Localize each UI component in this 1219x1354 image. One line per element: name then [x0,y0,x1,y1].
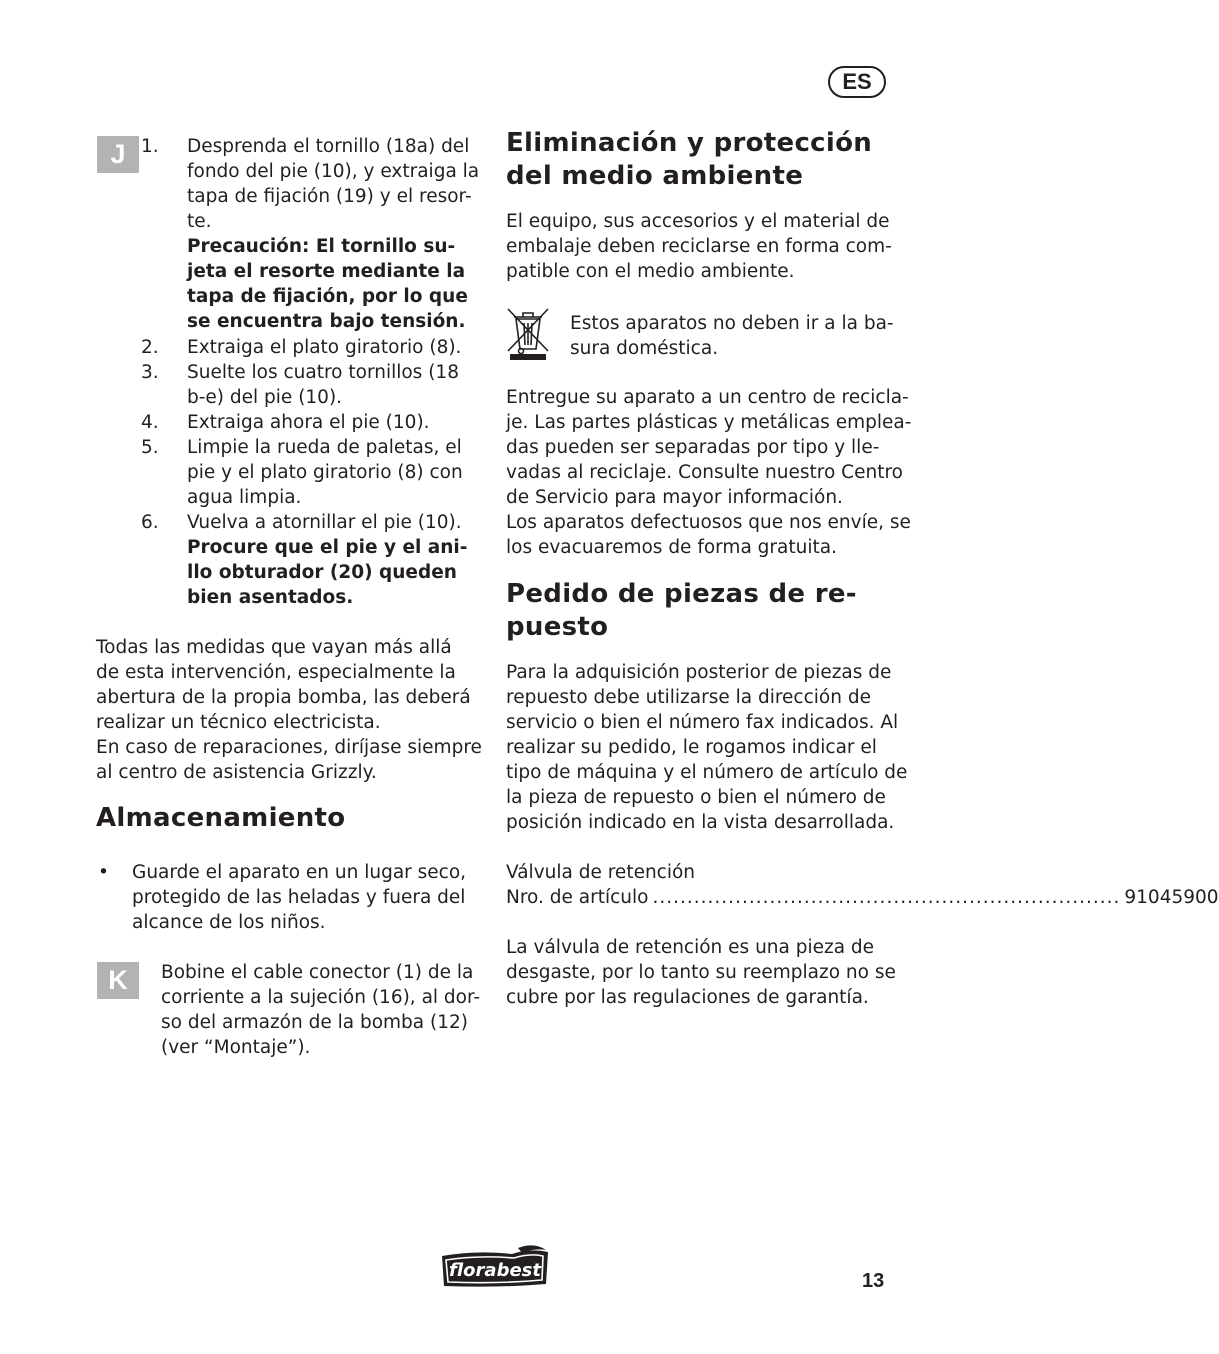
language-badge: ES [828,66,886,98]
logo-text: florabest [449,1260,541,1281]
wear-part-paragraph: La válvula de retención es una pieza de desgaste, por lo tanto su reemplazo no se cubre por las regulaciones de garantía. [506,937,896,1008]
spare-parts-paragraph: Para la adquisición posterior de piezas de repuesto debe utilizarse la dirección de servicio o bien el número fax indicados. Al realizar su pedido, le rogamos indicar el tipo de máquina y el número de artículo de la pieza de repuesto o bien el número de posición indicado en la vista desarrollada. [506,662,908,833]
step-number: 3. [141,362,159,383]
spare-parts-heading: Pedido de piezas de re- puesto [506,579,857,642]
step-text: Limpie la rueda de paletas, el pie y el plato giratorio (8) con agua limpia. [187,437,463,508]
step-marker-k: K [97,962,139,999]
bin-note: Estos aparatos no deben ir a la ba- sura doméstica. [570,313,894,359]
florabest-logo [438,1244,552,1290]
bullet-dot: • [98,862,109,883]
cable-storage-text: Bobine el cable conector (1) de la corriente a la sujeción (16), al dor- so del armazón de la bomba (12) (ver “Montaje”). [161,962,481,1058]
disposal-heading: Eliminación y protección del medio ambiente [506,128,873,191]
storage-bullet-text: Guarde el aparato en un lugar seco, protegido de las heladas y fuera del alcance de los niños. [132,862,467,933]
step-number: 6. [141,512,159,533]
repair-paragraph: Todas las medidas que vayan más allá de esta intervención, especialmente la abertura de la propia bomba, las deberá realizar un técnico electricista. En caso de reparaciones, diríjase siempre al centro de asistencia Grizzly. [96,637,482,783]
disposal-paragraph: El equipo, sus accesorios y el material de embalaje deben reciclarse en forma com- patible con el medio ambiente. [506,211,892,282]
step-number: 5. [141,437,159,458]
part-number-label: Nro. de artículo [506,887,649,908]
storage-heading: Almacenamiento [96,803,346,833]
step-warning: Precaución: El tornillo su- jeta el resorte mediante la tapa de fijación, por lo que se encuentra bajo tensión. [187,236,468,332]
part-number-value: 91045900 [1124,887,1219,908]
step-text: Desprenda el tornillo (18a) del fondo del pie (10), y extraiga la tapa de fijación (19) y el resor- te. [187,136,480,232]
step-number: 4. [141,412,159,433]
crossed-bin-icon [506,305,550,361]
step-text: Vuelva a atornillar el pie (10). [187,512,462,533]
step-text: Extraiga ahora el pie (10). [187,412,430,433]
step-text: Extraiga el plato giratorio (8). [187,337,462,358]
part-number-row [506,885,1219,910]
step-warning: Procure que el pie y el ani- llo obturador (20) queden bien asentados. [187,537,468,608]
page-number: 13 [862,1270,885,1292]
dot-leader: .................................................................... [652,887,1121,908]
step-text: Suelte los cuatro tornillos (18 b-e) del pie (10). [187,362,459,408]
step-marker-j: J [97,136,139,173]
step-number: 1. [141,136,159,157]
step-number: 2. [141,337,159,358]
part-name: Válvula de retención [506,862,696,883]
recycling-paragraph: Entregue su aparato a un centro de recicla- je. Las partes plásticas y metálicas emplea- das pueden ser separadas por tipo y lle- vadas al reciclaje. Consulte nuestro Centro de Servicio para mayor información. Los aparatos defectuosos que nos envíe, se los evacuaremos de forma gratuita. [506,387,912,558]
